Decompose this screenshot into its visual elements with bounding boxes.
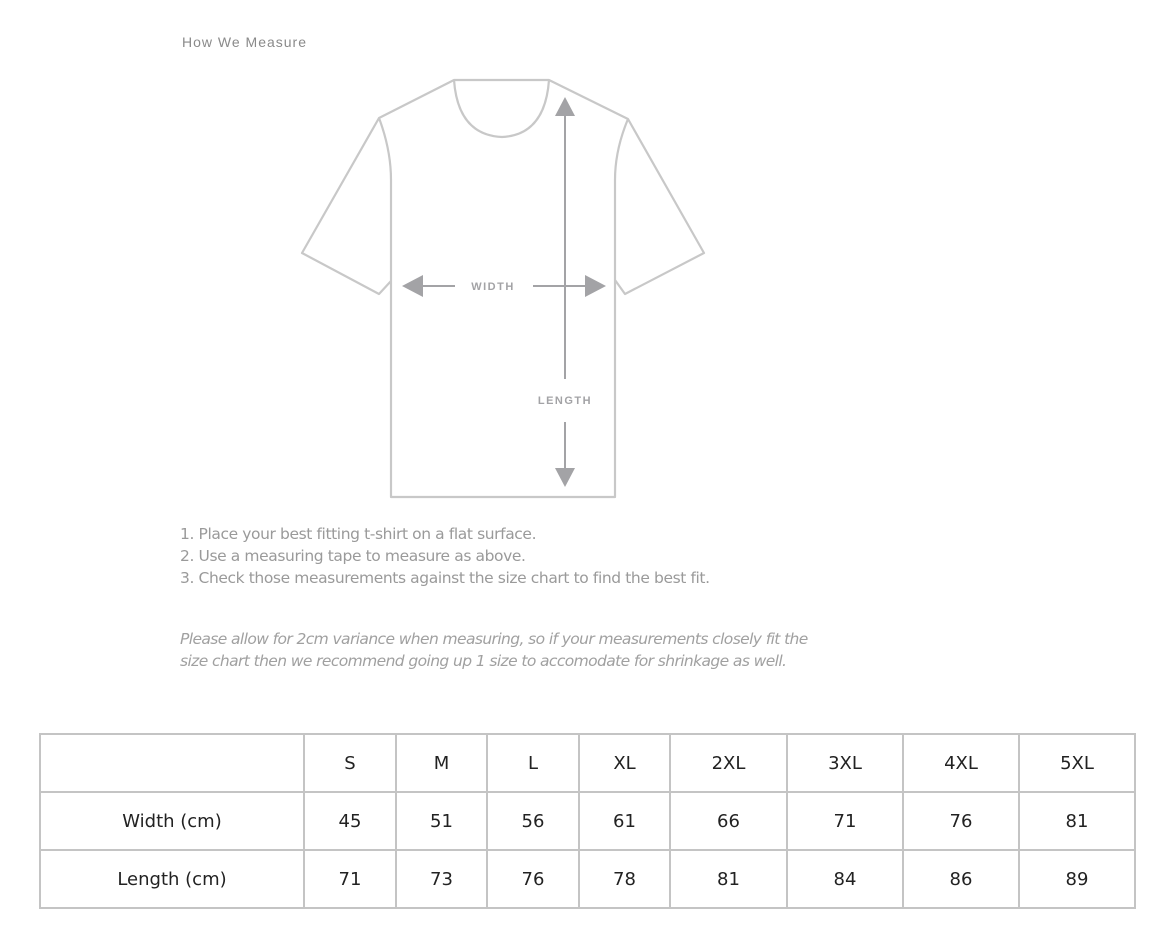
length-arrow-icon bbox=[555, 97, 575, 487]
table-header-row bbox=[40, 734, 1135, 792]
header-cell bbox=[40, 734, 304, 792]
length-label: LENGTH bbox=[537, 395, 593, 407]
step-3: 3. Check those measurements against the size chart to find the best fit. bbox=[180, 569, 710, 587]
table-cell: 84 bbox=[787, 850, 903, 908]
table-cell: 81 bbox=[1019, 792, 1135, 850]
table-cell: 89 bbox=[1019, 850, 1135, 908]
size-chart-table bbox=[39, 733, 1136, 909]
table-cell: 73 bbox=[396, 850, 487, 908]
table-cell: 76 bbox=[487, 850, 579, 908]
note-line-2: size chart then we recommend going up 1 size to accomodate for shrinkage as well. bbox=[180, 652, 787, 670]
row-label: Width (cm) bbox=[40, 792, 304, 850]
table-row bbox=[40, 792, 1135, 850]
table-cell: 51 bbox=[396, 792, 487, 850]
table-cell: 86 bbox=[903, 850, 1019, 908]
header-cell: 3XL bbox=[787, 734, 903, 792]
measure-instructions bbox=[180, 523, 710, 589]
table-cell: 81 bbox=[670, 850, 787, 908]
header-cell: L bbox=[487, 734, 579, 792]
header-cell: 5XL bbox=[1019, 734, 1135, 792]
tshirt-measure-diagram bbox=[290, 70, 720, 510]
table-cell: 45 bbox=[304, 792, 396, 850]
step-2: 2. Use a measuring tape to measure as above. bbox=[180, 547, 526, 565]
table-cell: 76 bbox=[903, 792, 1019, 850]
variance-note bbox=[180, 628, 808, 672]
table-cell: 78 bbox=[579, 850, 670, 908]
header-cell: 4XL bbox=[903, 734, 1019, 792]
note-line-1: Please allow for 2cm variance when measuring, so if your measurements closely fit the bbox=[180, 630, 808, 648]
row-label: Length (cm) bbox=[40, 850, 304, 908]
width-label: WIDTH bbox=[471, 281, 515, 293]
table-cell: 71 bbox=[304, 850, 396, 908]
page-title: How We Measure bbox=[182, 34, 308, 50]
table-cell: 66 bbox=[670, 792, 787, 850]
table-cell: 61 bbox=[579, 792, 670, 850]
table-cell: 56 bbox=[487, 792, 579, 850]
table-row bbox=[40, 850, 1135, 908]
header-cell: S bbox=[304, 734, 396, 792]
header-cell: 2XL bbox=[670, 734, 787, 792]
header-cell: M bbox=[396, 734, 487, 792]
header-cell: XL bbox=[579, 734, 670, 792]
step-1: 1. Place your best fitting t-shirt on a flat surface. bbox=[180, 525, 537, 543]
table-cell: 71 bbox=[787, 792, 903, 850]
